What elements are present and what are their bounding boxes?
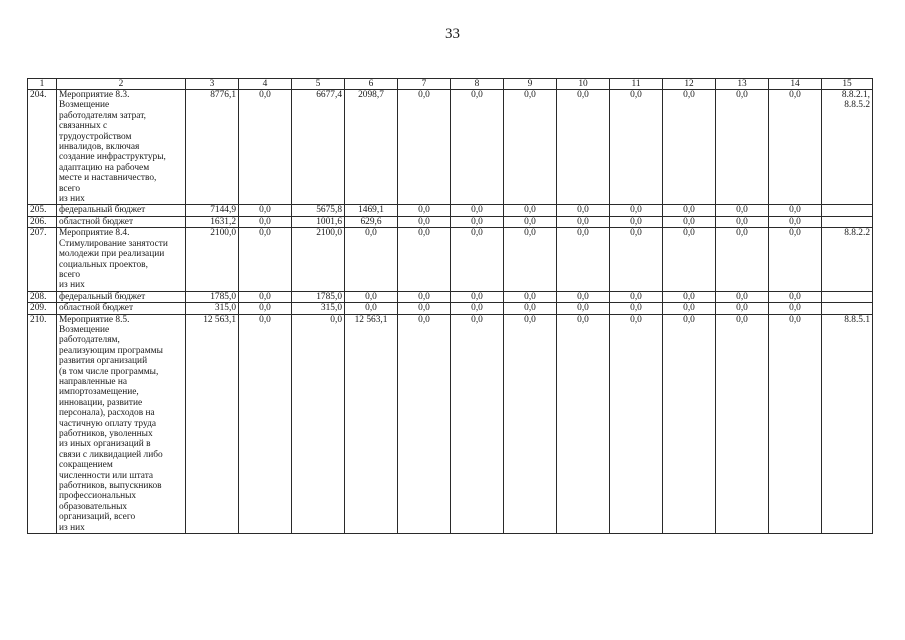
row-value: 0,0 [398,303,451,314]
column-header: 14 [769,79,822,90]
row-value: 0,0 [239,90,292,205]
row-description: федеральный бюджет [57,291,186,302]
row-value: 0,0 [239,314,292,534]
row-value: 0,0 [557,303,610,314]
table-row [28,90,873,205]
row-value: 0,0 [663,90,716,205]
row-value: 0,0 [398,314,451,534]
table-row [28,291,873,302]
row-value: 0,0 [504,205,557,216]
row-value: 0,0 [716,90,769,205]
row-value: 0,0 [239,291,292,302]
row-number: 204. [28,90,57,205]
row-value: 0,0 [610,216,663,227]
row-value: 0,0 [504,291,557,302]
row-description: Мероприятие 8.4. Стимулирование занятости молодежи при реализации социальных проектов, всего из них [57,228,186,291]
row-value: 6677,4 [292,90,345,205]
row-value: 0,0 [716,205,769,216]
row-value: 7144,9 [186,205,239,216]
row-value: 0,0 [451,90,504,205]
page-number: 33 [445,26,460,42]
budget-table [27,78,873,534]
row-value: 0,0 [769,205,822,216]
row-value: 0,0 [398,228,451,291]
row-value: 0,0 [610,90,663,205]
row-value: 0,0 [557,228,610,291]
row-indicator [822,291,873,302]
row-value: 0,0 [451,205,504,216]
row-number: 209. [28,303,57,314]
row-description: Мероприятие 8.3. Возмещение работодателям затрат, связанных с трудоустройством инвалидов, включая создание инфраструктуры, адаптацию на рабочем месте и наставничество, всего из них [57,90,186,205]
column-header: 12 [663,79,716,90]
row-value: 0,0 [663,314,716,534]
row-value: 0,0 [345,291,398,302]
table-row [28,314,873,534]
row-value: 0,0 [716,314,769,534]
row-value: 0,0 [716,291,769,302]
row-description: Мероприятие 8.5. Возмещение работодателям, реализующим программы развития организаций (в том числе программы, направленные на импортозамещение, инновации, развитие персонала), расходов на частичную оплату труда работников, уволенных из иных организаций в связи с ликвидацией либо сокращением численности или штата работников, выпускников профессиональных образовательных организаций, всего из них [57,314,186,534]
row-value: 0,0 [239,303,292,314]
row-value: 0,0 [610,303,663,314]
row-value: 0,0 [557,216,610,227]
column-header: 5 [292,79,345,90]
column-header: 1 [28,79,57,90]
column-header: 15 [822,79,873,90]
row-value: 0,0 [610,314,663,534]
row-value: 315,0 [186,303,239,314]
row-value: 0,0 [398,205,451,216]
row-value: 0,0 [504,314,557,534]
row-value: 0,0 [716,303,769,314]
row-value: 0,0 [663,291,716,302]
row-value: 0,0 [769,314,822,534]
row-value: 2098,7 [345,90,398,205]
row-description: областной бюджет [57,216,186,227]
row-value: 0,0 [663,228,716,291]
row-value: 0,0 [663,216,716,227]
row-value: 0,0 [451,228,504,291]
row-indicator: 8.8.5.1 [822,314,873,534]
row-indicator [822,216,873,227]
column-header: 13 [716,79,769,90]
table-row [28,216,873,227]
row-value: 0,0 [504,90,557,205]
row-number: 206. [28,216,57,227]
row-value: 0,0 [451,303,504,314]
row-value: 0,0 [769,291,822,302]
row-value: 0,0 [557,90,610,205]
row-value: 8776,1 [186,90,239,205]
row-value: 0,0 [610,205,663,216]
row-value: 0,0 [610,228,663,291]
row-value: 1469,1 [345,205,398,216]
row-value: 2100,0 [186,228,239,291]
column-header: 4 [239,79,292,90]
row-description: федеральный бюджет [57,205,186,216]
row-number: 205. [28,205,57,216]
row-value: 0,0 [663,303,716,314]
row-value: 1785,0 [292,291,345,302]
row-value: 0,0 [239,216,292,227]
row-value: 1001,6 [292,216,345,227]
row-number: 207. [28,228,57,291]
row-value: 1631,2 [186,216,239,227]
column-header: 3 [186,79,239,90]
column-header: 9 [504,79,557,90]
row-value: 315,0 [292,303,345,314]
row-value: 1785,0 [186,291,239,302]
table-row [28,303,873,314]
row-indicator [822,205,873,216]
row-value: 0,0 [504,228,557,291]
row-value: 0,0 [769,228,822,291]
row-value: 0,0 [398,291,451,302]
row-value: 0,0 [557,314,610,534]
table-header-row [28,79,873,90]
row-value: 0,0 [504,216,557,227]
row-value: 0,0 [769,90,822,205]
row-value: 0,0 [345,228,398,291]
table-body [28,79,873,534]
row-value: 0,0 [557,291,610,302]
row-value: 12 563,1 [345,314,398,534]
row-value: 5675,8 [292,205,345,216]
row-value: 0,0 [769,216,822,227]
column-header: 7 [398,79,451,90]
column-header: 11 [610,79,663,90]
row-value: 0,0 [716,216,769,227]
table-row [28,228,873,291]
row-value: 0,0 [716,228,769,291]
row-value: 2100,0 [292,228,345,291]
row-value: 0,0 [451,216,504,227]
row-value: 0,0 [610,291,663,302]
row-value: 0,0 [345,303,398,314]
row-value: 0,0 [769,303,822,314]
row-value: 0,0 [398,216,451,227]
row-number: 208. [28,291,57,302]
row-number: 210. [28,314,57,534]
row-description: областной бюджет [57,303,186,314]
row-value: 12 563,1 [186,314,239,534]
row-indicator: 8.8.2.2 [822,228,873,291]
row-value: 0,0 [451,291,504,302]
column-header: 8 [451,79,504,90]
row-value: 0,0 [451,314,504,534]
row-value: 0,0 [239,205,292,216]
row-value: 0,0 [557,205,610,216]
row-value: 0,0 [504,303,557,314]
column-header: 2 [57,79,186,90]
row-indicator: 8.8.2.1, 8.8.5.2 [822,90,873,205]
row-value: 629,6 [345,216,398,227]
row-value: 0,0 [398,90,451,205]
row-value: 0,0 [292,314,345,534]
table-row [28,205,873,216]
row-indicator [822,303,873,314]
column-header: 6 [345,79,398,90]
row-value: 0,0 [663,205,716,216]
column-header: 10 [557,79,610,90]
row-value: 0,0 [239,228,292,291]
